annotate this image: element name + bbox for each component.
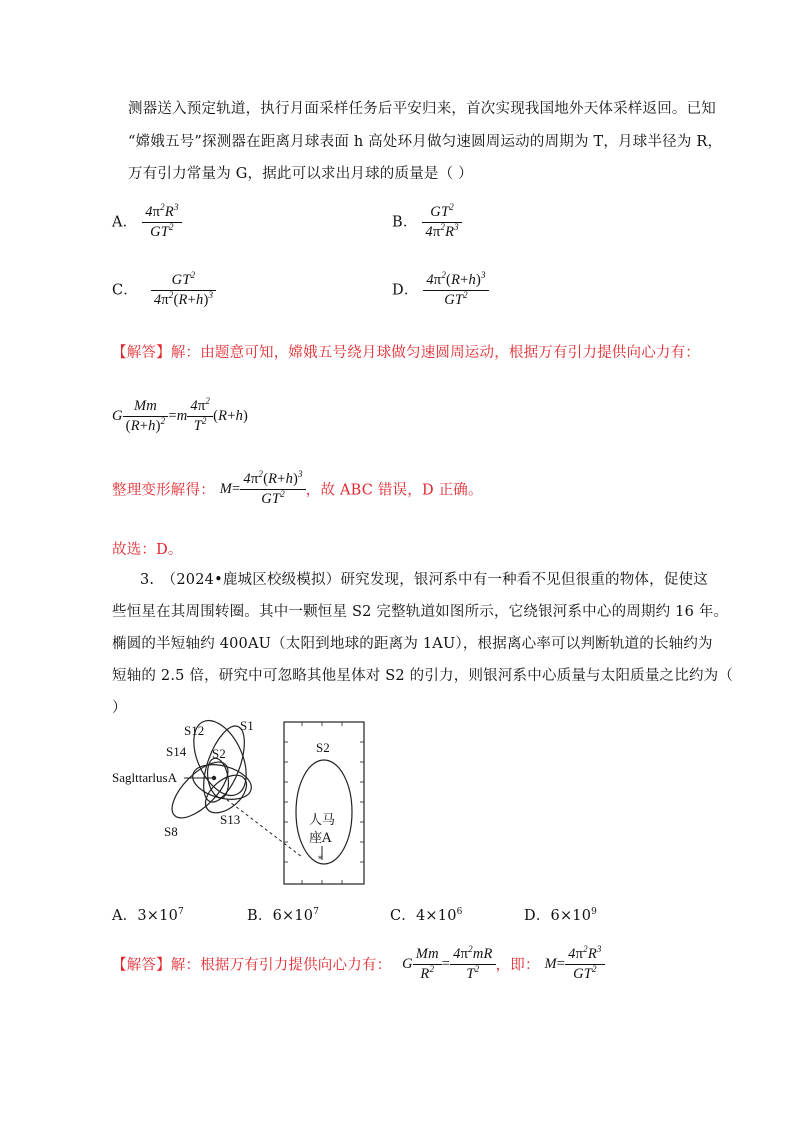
sagittarius-a-dot	[212, 776, 216, 780]
q2-choice: 故选：D。	[112, 542, 183, 558]
label-s14: S14	[166, 744, 187, 759]
inset-text-zuoa: 座A	[309, 831, 332, 846]
orbit-figure	[112, 712, 372, 892]
q3-option-b	[247, 904, 319, 925]
inset-text-renma: 人马	[309, 813, 336, 828]
option-b-formula: $\frac{GT^2}{4\pi^2R^3}$	[422, 204, 461, 241]
q3-line-3: 椭圆的半短轴约 400AU（太阳到地球的距离为 1AU），根据离心率可以判断轨道的长轴约为	[112, 636, 713, 652]
q2-line-1: 测器送入预定轨道，执行月面采样任务后平安归来，首次实现我国地外天体采样返回。已知	[128, 101, 716, 117]
answer-text: 解：由题意可知，嫦娥五号绕月球做匀速圆周运动，根据万有引力提供向心力有：	[170, 345, 701, 361]
q2-option-d	[392, 272, 489, 309]
option-c-formula: $\frac{GT^2}{4\pi^2(R+h)^3}$	[151, 272, 216, 309]
label-sagittarius: SaglttarlusA	[112, 770, 177, 785]
label-s13: S13	[220, 812, 241, 827]
q3-option-c-exp: 6	[456, 907, 463, 918]
q3-option-c-label: C．	[390, 908, 416, 924]
q3-answer-tag: 【解答】	[112, 957, 171, 974]
q3-option-d-label: D．	[524, 908, 551, 924]
option-a-formula: $\frac{4\pi^2R^3}{GT^2}$	[142, 204, 181, 241]
q3-option-d-base: 6×10	[550, 908, 592, 924]
rearrange-tail: ，故 ABC 错误，D 正确。	[305, 482, 483, 499]
q3-answer-line	[112, 946, 605, 983]
q3-option-d	[524, 904, 597, 925]
option-c-label: C．	[112, 282, 138, 299]
q2-option-a	[112, 204, 182, 241]
q3-option-b-exp: 7	[313, 907, 320, 918]
q3-answer-mid: ，即：	[495, 957, 540, 974]
label-s8: S8	[164, 824, 178, 839]
q2-line-2: “嫦娥五号”探测器在距离月球表面 h 高处环月做匀速圆周运动的周期为 T，月球半径为 R，	[128, 134, 723, 150]
q2-rearrange-line	[112, 471, 483, 508]
inset-orbit-s2	[296, 760, 352, 864]
option-b-label: B．	[392, 214, 418, 231]
q2-option-c	[112, 272, 216, 309]
option-d-formula: $\frac{4\pi^2(R+h)^3}{GT^2}$	[423, 272, 488, 309]
label-s2: S2	[212, 746, 226, 761]
q2-line-3: 万有引力常量为 G，据此可以求出月球的质量是（ ）	[128, 166, 473, 182]
star-marker-icon: *	[318, 855, 322, 864]
q3-option-b-base: 6×10	[272, 908, 314, 924]
q3-option-d-exp: 9	[591, 907, 598, 918]
q3-option-a-base: 3×10	[137, 908, 179, 924]
q3-line-5: ）	[112, 700, 127, 716]
q3-answer-text: 解：根据万有引力提供向心力有：	[170, 957, 392, 974]
q2-answer-line	[112, 341, 700, 362]
q3-option-c-base: 4×10	[416, 908, 457, 924]
q3-option-b-label: B．	[247, 908, 273, 924]
label-s1: S1	[240, 718, 254, 733]
q3-option-a-exp: 7	[178, 907, 184, 918]
q3-option-c	[390, 904, 463, 925]
q3-option-a-label: A．	[112, 908, 138, 924]
q3-line-1: 3. （2024•鹿城区校级模拟）研究发现，银河系中有一种看不见但很重的物体，促使这	[140, 572, 708, 588]
q3-option-a	[112, 904, 184, 925]
inset-label-s2: S2	[316, 740, 330, 755]
label-s12: S12	[184, 723, 205, 738]
option-d-label: D．	[392, 282, 419, 299]
rearrange-label: 整理变形解得：	[112, 482, 215, 499]
q3-line-4: 短轴的 2.5 倍，研究中可忽略其他星体对 S2 的引力，则银河系中心质量与太阳质量之比约为（	[112, 668, 734, 684]
q3-formula-2: M= $\frac{4\pi^2R^3}{GT^2}$	[544, 956, 604, 972]
option-a-label: A．	[112, 214, 138, 231]
rearrange-formula: M= $\frac{4\pi^2(R+h)^3}{GT^2}$	[220, 481, 306, 497]
q2-gravity-equation: G $\frac{Mm}{(R+h)^2}$ =m $\frac{4\pi^2}{T^2}$ (R+h)	[112, 396, 249, 434]
answer-tag: 【解答】	[112, 345, 171, 361]
q2-option-b	[392, 204, 462, 241]
q3-formula-1: G $\frac{Mm}{R^2}$ = $\frac{4\pi^2mR}{T^2}$	[402, 956, 495, 972]
q3-line-2: 些恒星在其周围转圈。其中一颗恒星 S2 完整轨道如图所示，它绕银河系中心的周期约 16 年。	[112, 604, 729, 620]
